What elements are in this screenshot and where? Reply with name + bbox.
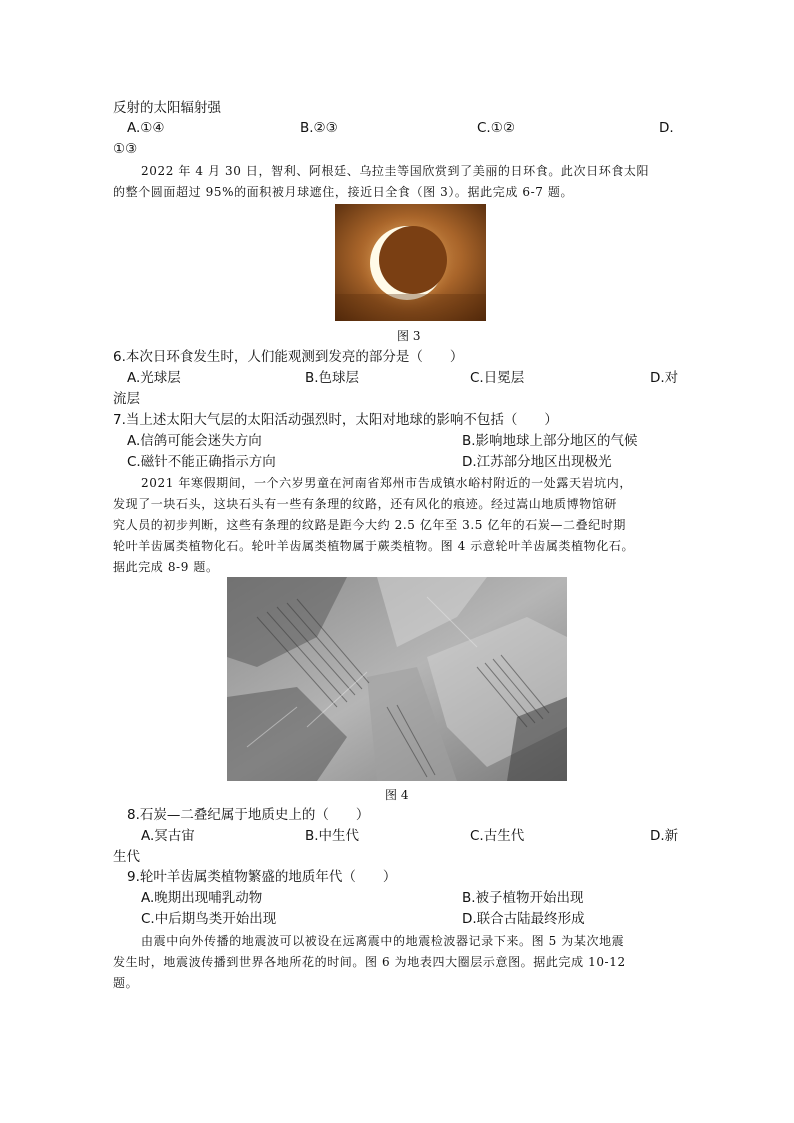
q5-option-a: A.①④ bbox=[127, 120, 165, 136]
q5-option-d: D. bbox=[659, 120, 674, 136]
q6-option-b: B.色球层 bbox=[305, 370, 360, 386]
figure-4-caption: 图 4 bbox=[385, 788, 409, 802]
q5-option-d-cont: ①③ bbox=[113, 141, 138, 157]
passage-seismic-line2: 发生时，地震波传播到世界各地所花的时间。图 6 为地表四大圈层示意图。据此完成 10-12 bbox=[113, 955, 626, 969]
q6-option-a: A.光球层 bbox=[127, 370, 181, 386]
passage-eclipse-line2: 的整个圆面超过 95%的面积被月球遮住，接近日全食（图 3）。据此完成 6-7 题。 bbox=[113, 185, 574, 199]
q5-option-c: C.①② bbox=[477, 120, 515, 136]
q8-option-c: C.古生代 bbox=[470, 828, 525, 844]
q5-option-b: B.②③ bbox=[300, 120, 338, 136]
q9-option-c: C.中后期鸟类开始出现 bbox=[141, 911, 277, 927]
q7-option-d: D.江苏部分地区出现极光 bbox=[462, 454, 612, 470]
figure-4-fossil-photo bbox=[227, 577, 567, 781]
q9-option-a: A.晚期出现哺乳动物 bbox=[141, 890, 263, 906]
q6-option-c: C.日冕层 bbox=[470, 370, 525, 386]
q9-option-d: D.联合古陆最终形成 bbox=[462, 911, 585, 927]
passage-fossil-line5: 据此完成 8-9 题。 bbox=[113, 560, 219, 574]
passage-eclipse-line1: 2022 年 4 月 30 日，智利、阿根廷、乌拉圭等国欣赏到了美丽的日环食。此次日环食太阳 bbox=[141, 164, 650, 178]
question-8-stem: 8.石炭—二叠纪属于地质史上的（ ） bbox=[127, 807, 370, 823]
q6-option-d-cont: 流层 bbox=[113, 391, 140, 407]
passage-fossil-line4: 轮叶羊齿属类植物化石。轮叶羊齿属类植物属于蕨类植物。图 4 示意轮叶羊齿属类植物化石。 bbox=[113, 539, 635, 553]
q8-option-d: D.新 bbox=[650, 828, 679, 844]
figure-3-annular-eclipse bbox=[335, 204, 486, 321]
q8-option-b: B.中生代 bbox=[305, 828, 360, 844]
question-7-stem: 7.当上述太阳大气层的太阳活动强烈时，太阳对地球的影响不包括（ ） bbox=[113, 412, 558, 428]
passage-seismic-line1: 由震中向外传播的地震波可以被设在远离震中的地震检波器记录下来。图 5 为某次地震 bbox=[141, 934, 625, 948]
q7-option-b: B.影响地球上部分地区的气候 bbox=[462, 433, 638, 449]
q9-option-b: B.被子植物开始出现 bbox=[462, 890, 584, 906]
q8-option-d-cont: 生代 bbox=[113, 849, 140, 865]
q6-option-d: D.对 bbox=[650, 370, 679, 386]
figure-3-caption: 图 3 bbox=[397, 329, 421, 343]
q7-option-c: C.磁针不能正确指示方向 bbox=[127, 454, 276, 470]
q7-option-a: A.信鸽可能会迷失方向 bbox=[127, 433, 262, 449]
passage-seismic-line3: 题。 bbox=[113, 976, 139, 990]
passage-fossil-line1: 2021 年寒假期间，一个六岁男童在河南省郑州市告成镇水峪村附近的一处露天岩坑内， bbox=[141, 476, 632, 490]
question-9-stem: 9.轮叶羊齿属类植物繁盛的地质年代（ ） bbox=[127, 869, 397, 885]
q8-option-a: A.冥古宙 bbox=[141, 828, 195, 844]
prev-question-option-text: 反射的太阳辐射强 bbox=[113, 100, 221, 116]
passage-fossil-line2: 发现了一块石头，这块石头有一些有条理的纹路，还有风化的痕迹。经过嵩山地质博物馆研 bbox=[113, 497, 618, 511]
question-6-stem: 6.本次日环食发生时，人们能观测到发亮的部分是（ ） bbox=[113, 349, 464, 365]
passage-fossil-line3: 究人员的初步判断，这些有条理的纹路是距今大约 2.5 亿年至 3.5 亿年的石炭—二叠纪时期 bbox=[113, 518, 627, 532]
